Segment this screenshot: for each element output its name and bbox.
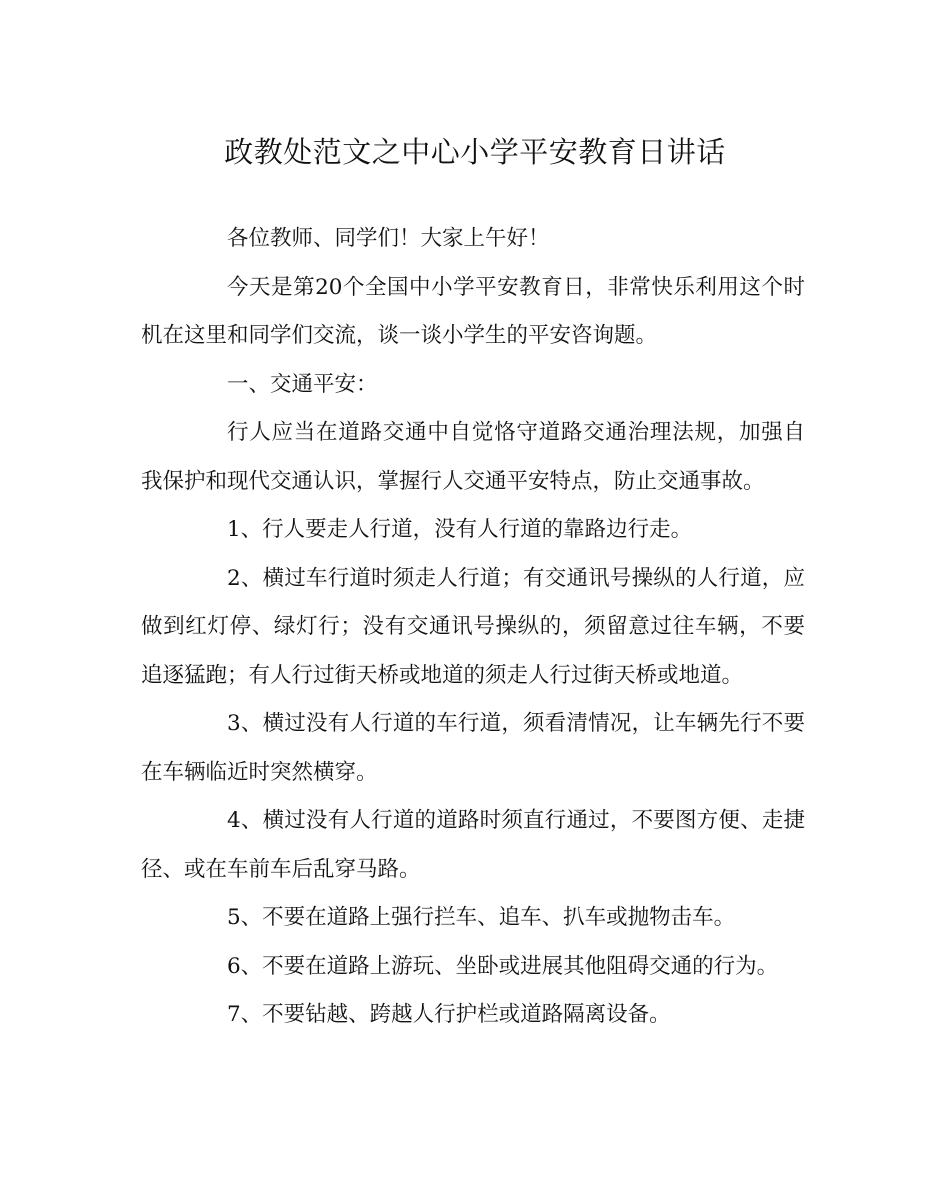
list-item-rule-7: 7、不要钻越、跨越人行护栏或道路隔离设备。: [227, 1002, 671, 1027]
list-item-rule-1: 1、行人要走人行道，没有人行道的靠路边行走。: [227, 517, 693, 542]
list-item-rule-3: 3、横过没有人行道的车行道，须看清情况，让车辆先行不要在车辆临近时突然横穿。: [141, 711, 805, 785]
list-item-rule-5: 5、不要在道路上强行拦车、追车、扒车或抛物击车。: [227, 905, 736, 930]
paragraph-intro: 今天是第20个全国中小学平安教育日，非常快乐利用这个时机在这里和同学们交流，谈一谈小学生的平安咨询题。: [141, 274, 805, 348]
list-item-rule-6: 6、不要在道路上游玩、坐卧或进展其他阻碍交通的行为。: [227, 953, 779, 979]
section-heading-traffic: 一、交通平安：: [227, 371, 378, 397]
paragraph-greeting: 各位教师、同学们！大家上午好！: [227, 226, 550, 251]
document-body: [141, 215, 805, 1040]
paragraph-traffic-overview: 行人应当在道路交通中自觉恪守道路交通治理法规，加强自我保护和现代交通认识，掌握行人交通平安特点，防止交通事故。: [141, 420, 805, 494]
list-item-rule-4: 4、横过没有人行道的道路时须直行通过，不要图方便、走捷径、或在车前车后乱穿马路。: [141, 808, 805, 882]
document-title: 政教处范文之中心小学平安教育日讲话: [224, 135, 726, 169]
list-item-rule-2: 2、横过车行道时须走人行道；有交通讯号操纵的人行道，应做到红灯停、绿灯行；没有交通讯号操纵的，须留意过往车辆，不要追逐猛跑；有人行过街天桥或地道的须走人行过街天桥或地道。: [141, 565, 805, 688]
